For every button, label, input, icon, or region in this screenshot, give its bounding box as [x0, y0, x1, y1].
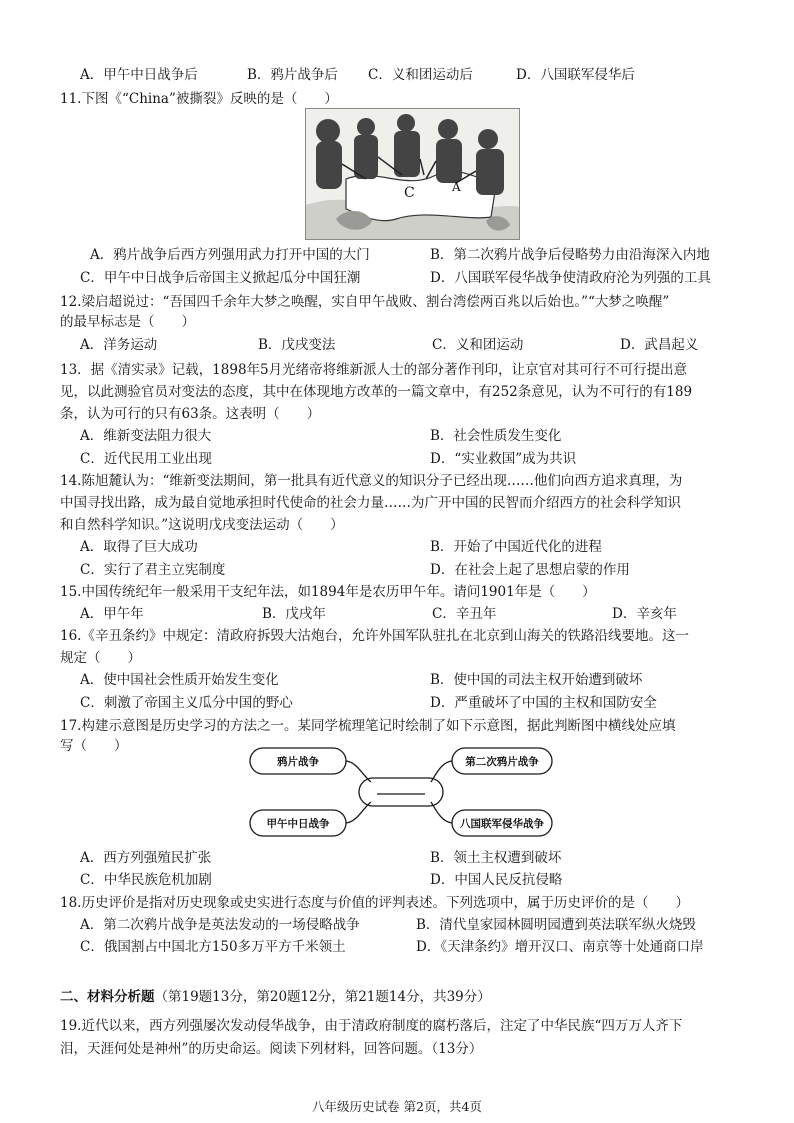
q12-option-a: A．洋务运动 — [80, 337, 158, 353]
q19-stem-line1: 19.近代以来，西方列强屡次发动侵华战争，由于清政府制度的腐朽落后，注定了中华民族“四万万人齐下 — [60, 1018, 683, 1034]
q16-option-b: B．使中国的司法主权开始遭到破坏 — [430, 672, 643, 688]
q16-stem-line1: 16.《辛丑条约》中规定：清政府拆毁大沽炮台，允许外国军队驻扎在北京到山海关的铁路沿线要地。这一 — [60, 628, 689, 644]
q12-stem-line2: 的最早标志是（ ） — [60, 314, 195, 330]
q14-option-c: C．实行了君主立宪制度 — [80, 562, 226, 578]
q13-stem-line1: 13．据《清实录》记载，1898年5月光绪帝将维新派人士的部分著作刊印，让京官对其可行不可行提出意 — [60, 362, 688, 378]
q13-stem-line2: 见，以此测验官员对变法的态度，其中在体现地方改革的一篇文章中，有252条意见，认为不可行的有189 — [60, 384, 693, 400]
q14-stem-line2: 中国寻找出路，成为最自觉地承担时代使命的社会力量……为广开中国的民智而介绍西方的社会科学知识 — [60, 495, 681, 511]
section2-title: 二、材料分析题 — [60, 989, 155, 1005]
concept-diagram-svg — [245, 742, 557, 842]
q11-option-d: D．八国联军侵华战争使清政府沦为列强的工具 — [430, 270, 711, 286]
q11-stem: 11.下图《“China”被撕裂》反映的是（ ） — [60, 91, 338, 107]
q11-option-a: A．鸦片战争后西方列强用武力打开中国的大门 — [90, 247, 370, 263]
q18-option-a: A．第二次鸦片战争是英法发动的一场侵略战争 — [80, 917, 360, 933]
q11-option-b: B．第二次鸦片战争后侵略势力由沿海深入内地 — [430, 247, 710, 263]
q15-stem: 15.中国传统纪年一般采用干支纪年法，如1894年是农历甲午年。请问1901年是（ ） — [60, 584, 596, 600]
q15-option-a: A．甲午年 — [80, 606, 144, 622]
q17-concept-diagram — [245, 742, 557, 842]
section2-subtitle: （第19题13分，第20题12分，第21题14分，共39分） — [154, 989, 491, 1005]
q15-option-b: B．戊戌年 — [262, 606, 326, 622]
diagram-label-eight-nation-invasion: 八国联军侵华战争 — [460, 818, 544, 830]
page-footer: 八年级历史试卷 第2页，共4页 — [312, 1099, 482, 1114]
q14-option-b: B．开始了中国近代化的进程 — [430, 539, 602, 555]
q13-stem-line3: 条，认为可行的只有63条。这表明（ ） — [60, 406, 321, 422]
q14-option-d: D．在社会上起了思想启蒙的作用 — [430, 562, 630, 578]
q14-stem-line1: 14.陈旭麓认为：“维新变法期间，第一批具有近代意义的知识分子已经出现……他们向西方追求真理，为 — [60, 473, 683, 489]
section2-heading — [60, 988, 491, 1006]
q17-option-d: D．中国人民反抗侵略 — [430, 872, 563, 888]
q13-option-b: B．社会性质发生变化 — [430, 428, 562, 444]
q11-option-c: C．甲午中日战争后帝国主义掀起瓜分中国狂潮 — [80, 270, 361, 286]
q10-option-b: B．鸦片战争后 — [247, 67, 338, 83]
q16-stem-line2: 规定（ ） — [60, 650, 141, 666]
q13-option-c: C．近代民用工业出现 — [80, 451, 212, 467]
q18-stem: 18.历史评价是指对历史现象或史实进行态度与价值的评判表述。下列选项中，属于历史评价的是（ ） — [60, 895, 689, 911]
cartoon-label-a: A — [452, 180, 461, 194]
q17-option-c: C．中华民族危机加剧 — [80, 872, 212, 888]
q16-option-d: D．严重破坏了中国的主权和国防安全 — [430, 695, 657, 711]
q18-option-b: B．清代皇家园林圆明园遭到英法联军纵火烧毁 — [416, 917, 696, 933]
cartoon-label-c: C — [404, 185, 415, 201]
q12-option-b: B．戊戌变法 — [258, 337, 336, 353]
china-torn-cartoon — [305, 108, 520, 240]
q18-option-c: C．俄国割占中国北方150多万平方千米领土 — [80, 939, 346, 955]
q15-option-c: C．辛丑年 — [432, 606, 497, 622]
q10-option-c: C．义和团运动后 — [368, 67, 473, 83]
q17-stem-line1: 17.构建示意图是历史学习的方法之一。某同学梳理笔记时绘制了如下示意图，据此判断图中横线处应填 — [60, 718, 676, 734]
q17-option-b: B．领土主权遭到破坏 — [430, 850, 562, 866]
q18-option-d: D．《天津条约》增开汉口、南京等十处通商口岸 — [416, 939, 704, 955]
diagram-label-opium-war: 鸦片战争 — [277, 756, 319, 768]
q16-option-a: A．使中国社会性质开始发生变化 — [80, 672, 279, 688]
q12-option-d: D．武昌起义 — [620, 337, 699, 353]
q10-option-d: D．八国联军侵华后 — [516, 67, 635, 83]
q19-stem-line2: 泪，天涯何处是神州”的历史命运。阅读下列材料，回答问题。（13分） — [60, 1041, 483, 1057]
q12-option-c: C．义和团运动 — [432, 337, 524, 353]
q12-stem-line1: 12.梁启超说过：“吾国四千余年大梦之唤醒，实自甲午战败、割台湾偿两百兆以后始也。”“大梦之唤醒” — [60, 294, 670, 310]
diagram-label-sino-japanese-war: 甲午中日战争 — [266, 818, 330, 830]
cartoon-illustration — [306, 109, 519, 239]
q17-option-a: A．西方列强殖民扩张 — [80, 850, 212, 866]
q14-stem-line3: 和自然科学知识。”这说明戊戌变法运动（ ） — [60, 517, 344, 533]
q15-option-d: D．辛亥年 — [612, 606, 677, 622]
q17-stem-line2: 写（ ） — [60, 738, 128, 754]
q13-option-a: A．维新变法阻力很大 — [80, 428, 212, 444]
diagram-center-node — [359, 778, 443, 806]
diagram-label-second-opium-war: 第二次鸦片战争 — [465, 756, 539, 768]
q13-option-d: D．“实业救国”成为共识 — [430, 451, 577, 467]
q10-option-a: A．甲午中日战争后 — [80, 67, 198, 83]
q14-option-a: A．取得了巨大成功 — [80, 539, 198, 555]
q16-option-c: C．刺激了帝国主义瓜分中国的野心 — [80, 695, 293, 711]
